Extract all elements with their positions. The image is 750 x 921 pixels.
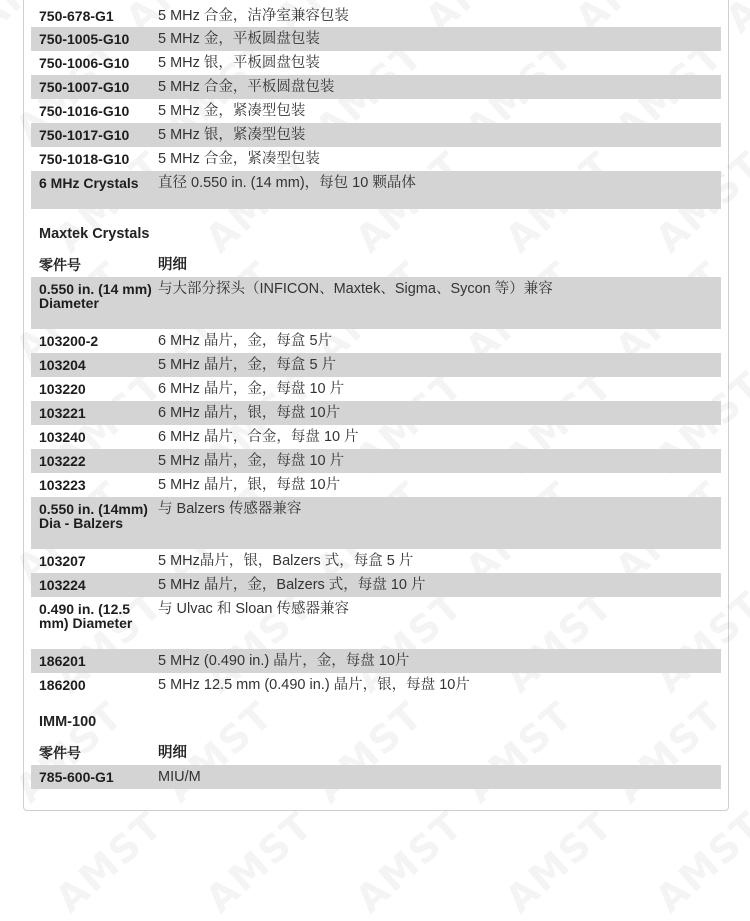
part-number-cell: 750-1016-G10 xyxy=(39,103,130,119)
watermark-logo xyxy=(647,803,750,921)
description-cell: MIU/M xyxy=(158,769,201,785)
description-cell: 6 MHz 晶片，金，每盒 5片 xyxy=(158,333,333,349)
part-number-cell: 750-678-G1 xyxy=(39,8,114,24)
table-header-row xyxy=(31,741,721,765)
part-number-cell: 186200 xyxy=(39,677,86,693)
header-description: 明细 xyxy=(158,745,187,761)
description-cell: 5 MHz 银，平板圆盘包装 xyxy=(158,55,320,71)
table-row xyxy=(31,549,721,573)
part-number-cell: 750-1018-G10 xyxy=(39,151,130,167)
part-number-cell: 750-1006-G10 xyxy=(39,55,130,71)
description-cell: 5 MHz 晶片，金，每盒 5 片 xyxy=(158,357,337,373)
part-number-cell: 750-1005-G10 xyxy=(39,31,130,47)
part-number-cell: 103220 xyxy=(39,381,86,397)
description-cell: 5 MHz 晶片，银，每盘 10片 xyxy=(158,477,341,493)
description-cell: 与 Balzers 传感器兼容 xyxy=(158,501,302,517)
table-row xyxy=(31,765,721,789)
part-number-cell: 186201 xyxy=(39,653,86,669)
table-row xyxy=(31,277,721,329)
part-number-cell: 103224 xyxy=(39,577,86,593)
part-number-cell: 103221 xyxy=(39,405,86,421)
table-row xyxy=(31,27,721,51)
table-row xyxy=(31,649,721,673)
part-number-cell: 750-1017-G10 xyxy=(39,127,130,143)
table-row xyxy=(31,597,721,649)
description-cell: 5 MHz 合金，平板圆盘包装 xyxy=(158,79,335,95)
part-number-cell: 103200-2 xyxy=(39,333,99,349)
part-number-cell: 103222 xyxy=(39,453,86,469)
part-number-cell: 0.490 in. (12.5 mm) Diameter xyxy=(39,601,133,631)
table-row xyxy=(31,497,721,549)
watermark-logo xyxy=(497,803,622,921)
description-cell: 5 MHz 12.5 mm (0.490 in.) 晶片，银，每盘 10片 xyxy=(158,677,470,693)
part-number-cell: 0.550 in. (14mm) Dia - Balzers xyxy=(39,501,148,531)
description-cell: 5 MHz 合金，紧凑型包装 xyxy=(158,151,320,167)
description-cell: 6 MHz 晶片，合金，每盘 10 片 xyxy=(158,429,359,445)
crystal-table-top xyxy=(31,4,721,209)
table-row xyxy=(31,425,721,449)
description-cell: 5 MHz (0.490 in.) 晶片，金，每盘 10片 xyxy=(158,653,410,669)
table-row xyxy=(31,123,721,147)
part-number-cell: 103204 xyxy=(39,357,86,373)
table-row xyxy=(31,401,721,425)
table-row xyxy=(31,449,721,473)
table-header-row xyxy=(31,253,721,277)
table-row xyxy=(31,673,721,697)
watermark-logo xyxy=(347,803,472,921)
part-number-cell: 103207 xyxy=(39,553,86,569)
part-number-cell: 0.550 in. (14 mm) Diameter xyxy=(39,281,152,311)
table-row xyxy=(31,171,721,209)
description-cell: 6 MHz 晶片，银，每盘 10片 xyxy=(158,405,341,421)
table-row xyxy=(31,353,721,377)
part-number-cell: 750-1007-G10 xyxy=(39,79,130,95)
description-cell: 直径 0.550 in. (14 mm)，每包 10 颗晶体 xyxy=(158,175,416,191)
description-cell: 5 MHz 晶片，金，每盘 10 片 xyxy=(158,453,345,469)
table-row xyxy=(31,329,721,353)
part-number-cell: 6 MHz Crystals xyxy=(39,175,139,191)
part-number-cell: 103223 xyxy=(39,477,86,493)
table-row xyxy=(31,99,721,123)
header-part-number: 零件号 xyxy=(39,745,81,761)
watermark-logo xyxy=(47,803,172,921)
table-row xyxy=(31,4,721,27)
crystal-table-imm xyxy=(31,741,721,789)
watermark-logo xyxy=(197,803,322,921)
description-cell: 5 MHz 金，紧凑型包装 xyxy=(158,103,306,119)
description-cell: 与 Ulvac 和 Sloan 传感器兼容 xyxy=(158,601,349,617)
part-number-cell: 103240 xyxy=(39,429,86,445)
header-description: 明细 xyxy=(158,257,187,273)
part-number-cell: 785-600-G1 xyxy=(39,769,114,785)
table-row xyxy=(31,377,721,401)
description-cell: 5 MHz 晶片，金，Balzers 式，每盘 10 片 xyxy=(158,577,426,593)
section-title-imm: IMM-100 xyxy=(39,714,97,730)
description-cell: 5 MHz晶片，银，Balzers 式，每盒 5 片 xyxy=(158,553,414,569)
description-cell: 5 MHz 金，平板圆盘包装 xyxy=(158,31,320,47)
section-title-maxtek: Maxtek Crystals xyxy=(39,226,150,242)
description-cell: 5 MHz 合金，洁净室兼容包装 xyxy=(158,8,349,24)
table-row xyxy=(31,75,721,99)
table-row xyxy=(31,473,721,497)
description-cell: 与大部分探头（INFICON、Maxtek、Sigma、Sycon 等）兼容 xyxy=(158,281,553,297)
description-cell: 5 MHz 银，紧凑型包装 xyxy=(158,127,306,143)
table-row xyxy=(31,51,721,75)
table-row xyxy=(31,573,721,597)
crystal-table-maxtek xyxy=(31,253,721,697)
description-cell: 6 MHz 晶片，金，每盘 10 片 xyxy=(158,381,345,397)
table-row xyxy=(31,147,721,171)
header-part-number: 零件号 xyxy=(39,257,81,273)
